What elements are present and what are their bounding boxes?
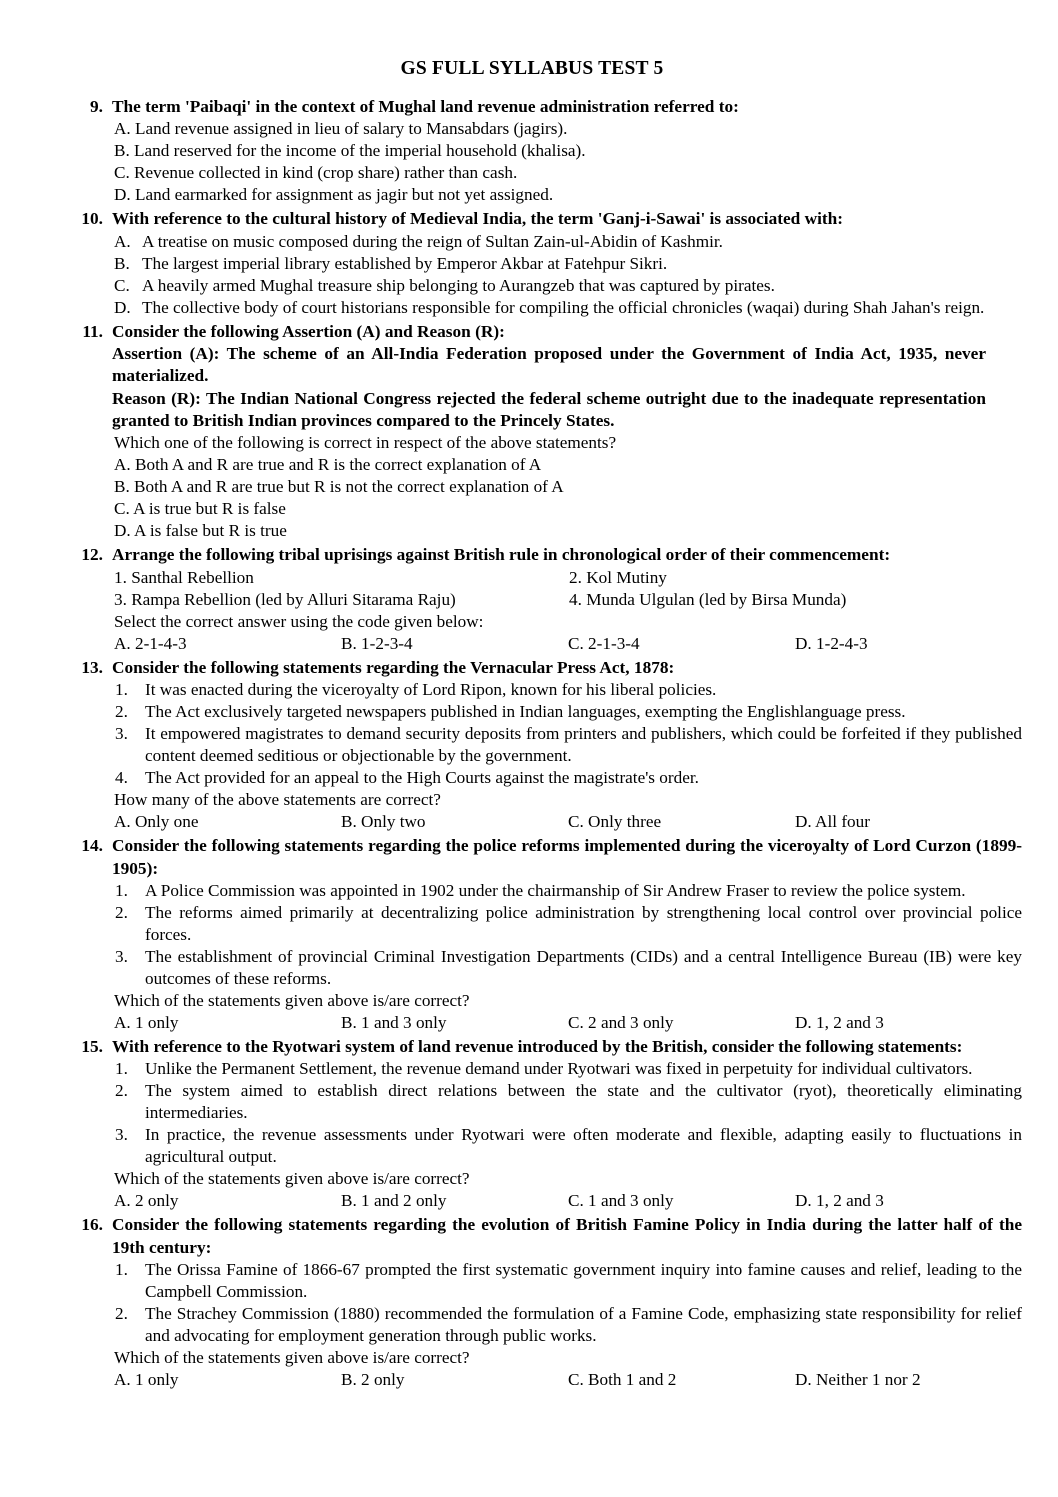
question-stem: With reference to the cultural history of Medieval India, the term 'Ganj-i-Sawai' is associated with: [112,209,844,229]
question-stem: Arrange the following tribal uprisings against British rule in chronological order of their commencement: [112,545,891,565]
question-lead: Which of the statements given above is/are correct? [114,1169,470,1189]
statement-label: 1. [115,680,128,700]
question-number: 10. [81,209,103,229]
option-a: A. Land revenue assigned in lieu of salary to Mansabdars (jagirs). [114,119,568,139]
option-a: A. Both A and R are true and R is the correct explanation of A [114,455,542,475]
option-d: D. 1, 2 and 3 [795,1191,884,1211]
statement-3 [112,946,1022,990]
assertion-text: Assertion (A): The scheme of an All-India Federation proposed under the Government of India Act, 1935, never materialized. [112,344,986,386]
question-lead: Select the correct answer using the code given below: [114,611,484,631]
option-b: B. 1-2-3-4 [341,633,413,653]
statement-text: The reforms aimed primarily at decentralizing police administration by strengthening local control over provincial police forces. [145,902,1022,944]
option-d: D. Land earmarked for assignment as jagir but not yet assigned. [114,185,554,205]
statement-text: It was enacted during the viceroyalty of Lord Ripon, known for his liberal policies. [145,680,717,700]
option-b [112,253,986,275]
question-block-10 [78,208,986,318]
question-number: 11. [82,321,103,341]
statement-text: The Act provided for an appeal to the High Courts against the magistrate's order. [145,768,699,788]
statement-3 [112,723,1022,767]
question-lead: How many of the above statements are correct? [114,790,441,810]
statement-text: In practice, the revenue assessments under Ryotwari were often moderate and flexible, adapting easily to fluctuations in agricultural output. [145,1125,1022,1167]
statement-2 [112,1080,1022,1124]
item-1: 1. Santhal Rebellion [114,567,254,587]
option-c: C. Both 1 and 2 [568,1370,677,1390]
answer-row [112,1190,1022,1212]
statement-label: 2. [115,1304,128,1323]
statement-text: A Police Commission was appointed in 1902 under the chairmanship of Sir Andrew Fraser to review the police system. [145,880,966,900]
option-text: A treatise on music composed during the reign of Sultan Zain-ul-Abidin of Kashmir. [142,231,723,251]
question-number: 14. [81,836,103,856]
statement-2 [112,902,1022,946]
option-b: B. 1 and 2 only [341,1191,447,1211]
option-label: D. [114,297,131,317]
answer-row [112,811,1022,833]
statement-4 [112,767,1022,789]
option-c: C. Only three [568,812,662,832]
statement-1 [112,1259,1022,1303]
option-b: B. Both A and R are true but R is not the correct explanation of A [114,477,564,497]
question-number: 15. [81,1036,103,1056]
question-block-16 [78,1214,1022,1391]
question-lead: Which one of the following is correct in respect of the above statements? [114,433,617,453]
option-a: A. Only one [114,812,199,832]
statement-text: Unlike the Permanent Settlement, the revenue demand under Ryotwari was fixed in perpetuity for individual cultivators. [145,1059,973,1079]
option-b: B. 2 only [341,1370,405,1390]
item-row [112,567,1022,589]
answer-row [112,1012,1022,1034]
statement-text: It empowered magistrates to demand security deposits from printers and publishers, which could be forfeited if they published content deemed seditious or objectionable by the government. [145,724,1022,766]
option-b: B. Land reserved for the income of the imperial household (khalisa). [114,141,586,161]
option-c: C. A is true but R is false [114,499,286,519]
statement-text: The Orissa Famine of 1866-67 prompted the first systematic government inquiry into famine causes and relief, leading to the Campbell Commission. [145,1259,1022,1301]
statement-label: 3. [115,946,128,966]
statement-label: 3. [115,1125,128,1145]
question-stem: Consider the following statements regarding the Vernacular Press Act, 1878: [112,657,675,677]
option-d: D. Neither 1 nor 2 [795,1370,921,1390]
question-stem: The term 'Paibaqi' in the context of Mughal land revenue administration referred to: [112,97,739,116]
question-number: 16. [81,1215,103,1235]
statement-text: The establishment of provincial Criminal Investigation Departments (CIDs) and a central Intelligence Bureau (IB) were key outcomes of these reforms. [145,946,1022,988]
option-d: D. 1, 2 and 3 [795,1012,884,1032]
question-stem: Consider the following statements regarding the evolution of British Famine Policy in India during the latter half of the 19th century: [112,1215,1022,1257]
page-title: GS FULL SYLLABUS TEST 5 [400,58,664,79]
option-label: C. [114,275,130,295]
statement-label: 1. [115,1059,128,1079]
statement-text: The Strachey Commission (1880) recommended the formulation of a Famine Code, emphasizing state responsibility for relief and advocating for employment generation through public works. [145,1304,1022,1346]
statement-label: 3. [115,724,128,744]
option-text: A heavily armed Mughal treasure ship belonging to Aurangzeb that was captured by pirates. [142,275,775,295]
option-c: C. 2 and 3 only [568,1012,674,1032]
option-b: B. Only two [341,812,426,832]
statement-label: 2. [115,1081,128,1101]
option-a: A. 1 only [114,1012,179,1032]
option-d: D. All four [795,812,870,832]
statement-1 [112,880,1022,902]
statement-label: 2. [115,902,128,922]
statement-2 [112,1303,1022,1347]
question-block-14 [78,835,1022,1034]
option-c: C. 1 and 3 only [568,1191,674,1211]
option-d: D. A is false but R is true [114,521,287,541]
question-stem: With reference to the Ryotwari system of land revenue introduced by the British, consider the following statements: [112,1036,963,1056]
option-d [112,297,986,319]
statement-text: The Act exclusively targeted newspapers published in Indian languages, exempting the Englishlanguage press. [145,702,906,722]
option-a [112,231,986,253]
question-number: 12. [81,545,103,565]
statement-text: The system aimed to establish direct relations between the state and the cultivator (ryot), theoretically eliminating intermediaries. [145,1081,1022,1123]
option-c: C. 2-1-3-4 [568,633,640,653]
question-block-13 [78,657,1022,833]
answer-row [112,1369,1022,1391]
answer-row [112,633,1022,655]
option-c: C. Revenue collected in kind (crop share) rather than cash. [114,163,518,183]
statement-label: 1. [115,880,128,900]
option-a: A. 2-1-4-3 [114,633,187,653]
question-lead: Which of the statements given above is/are correct? [114,990,470,1010]
statement-3 [112,1124,1022,1168]
question-block-9 [78,96,986,206]
item-3: 3. Rampa Rebellion (led by Alluri Sitarama Raju) [114,589,456,609]
option-a: A. 2 only [114,1191,179,1211]
question-number: 13. [81,657,103,677]
option-b: B. 1 and 3 only [341,1012,447,1032]
option-d: D. 1-2-4-3 [795,633,868,653]
question-block-11 [78,321,986,543]
question-block-12 [78,544,986,654]
question-block-15 [78,1036,1022,1212]
question-lead: Which of the statements given above is/are correct? [114,1348,470,1368]
question-stem: Consider the following statements regarding the police reforms implemented during the viceroyalty of Lord Curzon (1899-1905): [112,836,1022,878]
statement-1 [112,1058,1022,1080]
question-stem: Consider the following Assertion (A) and Reason (R): [112,321,505,341]
option-text: The largest imperial library established by Emperor Akbar at Fatehpur Sikri. [142,253,668,273]
statement-2 [112,701,1022,723]
reason-text: Reason (R): The Indian National Congress rejected the federal scheme outright due to the inadequate representation granted to British Indian provinces compared to the Princely States. [112,388,986,430]
statement-label: 4. [115,768,128,788]
option-c [112,275,986,297]
option-text: The collective body of court historians responsible for compiling the official chronicles (waqai) during Shah Jahan's reign. [142,297,985,317]
item-row [112,589,1022,611]
option-label: B. [114,253,130,273]
option-label: A. [114,231,131,251]
statement-1 [112,679,1022,701]
statement-label: 2. [115,702,128,722]
item-4: 4. Munda Ulgulan (led by Birsa Munda) [569,589,847,609]
item-2: 2. Kol Mutiny [569,567,667,587]
option-a: A. 1 only [114,1370,179,1390]
question-number: 9. [90,97,103,116]
statement-label: 1. [115,1259,128,1279]
